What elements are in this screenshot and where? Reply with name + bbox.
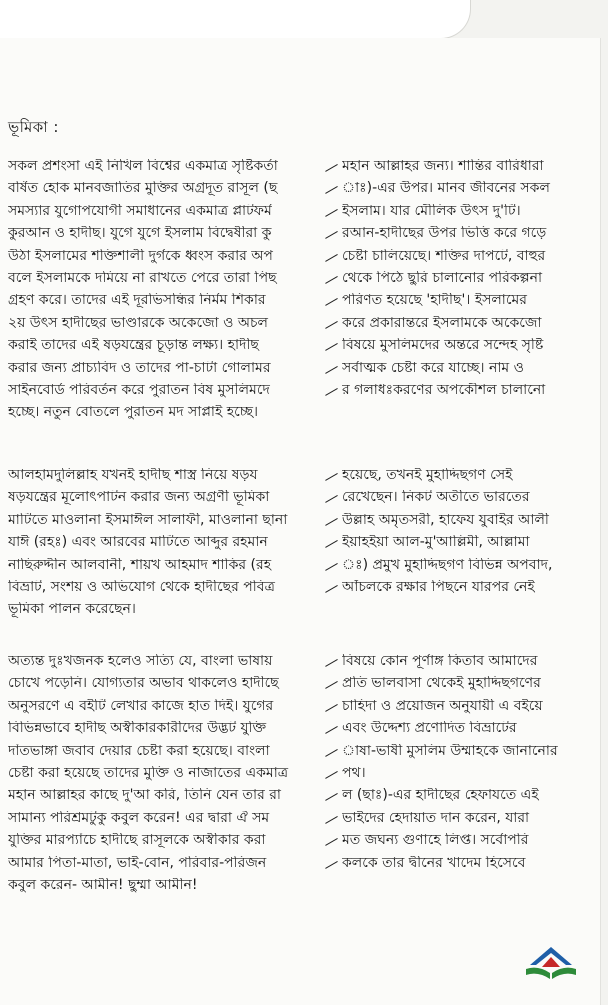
text-line-right: আঁচলকে রক্ষার পিছনে যারপর নেই [342,580,535,595]
text-line-left: চেষ্টা করা হয়েছে তাদের মুক্তি ও নাজাতের একমাত্র [8,766,289,781]
page-tab [0,0,471,39]
text-line-right: চাহিদা ও প্রয়োজন অনুযায়ী এ বইয়ে [342,698,543,714]
text-line-left: যুক্তির মারপ্যাঁচে হাদীছে রাসূলকে অস্বীকার করা [8,833,266,849]
text-line-left: অত্যন্ত দুঃখজনক হলেও সত্যি যে, বাংলা ভাষায় [8,654,273,669]
text-line-right: হয়েছে, তখনই মুহাদ্দিছগণ সেই [342,468,513,483]
text-line-left: হচ্ছে। নতুন বোতলে পুরাতন মদ সাপ্লাই হচ্ছে। [8,405,258,421]
text-line-right: বিষয়ে মুসলিমদের অন্তরে সন্দেহ সৃষ্টি [342,338,544,354]
text-line-right: রআন-হাদীছের উপর ভিত্তি করে গড়ে [342,226,547,242]
text-line-right: ইয়াহইয়া আল-মু'আল্লিমী, আল্লামা [342,535,530,551]
text-line-right: সর্বাত্মক চেষ্টা করে যাচ্ছে। নাম ও [342,360,524,376]
text-line-right: প্রতি ভালবাসা থেকেই মুহাদ্দিছগণের [342,676,541,692]
text-line-right: উল্লাহ অমৃতসরী, হাফেয যুবাইর আলী [342,512,549,528]
text-line-left: সকল প্রশংসা এই নিখিল বিশ্বের একমাত্র সৃষ্টিকর্তা [8,159,278,174]
text-line-left: কুরআন ও হাদীছ। যুগে যুগে ইসলাম বিদ্বেষীরা কু [8,226,272,242]
text-line-right: এবং উদ্দেশ্য প্রণোদিত বিভ্রাটের [342,721,517,737]
text-line-left: বলে ইসলামকে দমিয়ে না রাখতে পেরে তারা পিছ [8,271,277,286]
text-line-left: করার জন্য প্রাচ্যবিদ ও তাদের পা-চাটা গোলামর [8,360,271,376]
text-line-left: বিভ্রাট, সংশয় ও অভিযোগ থেকে হাদীছের পবিত্র [8,580,275,595]
text-line-left: বর্ষিত হোক মানবজাতির মুক্তির অগ্রদূত রাসূল (ছ [8,181,278,197]
publisher-logo [524,943,578,983]
text-line-right: চেষ্টা চালিয়েছে। শক্তির দাপটে, বাহুর [342,248,546,264]
text-line-left: ষড়যন্ত্রের মূলোৎপাটন করার জন্য অগ্রণী ভূমিকা [8,490,270,506]
text-line-right: থেকে পিঠে ছুরি চালানোর পরিকল্পনা [342,271,543,286]
section-heading: ভূমিকা : [8,118,59,136]
text-line-left: করাই তাদের এই ষড়যন্ত্রের চূড়ান্ত লক্ষ্য। হাদীছ [8,338,259,354]
text-line-left: অনুসরণে এ বইটি লেখার কাজে হাত দিই। যুগের [8,698,274,714]
text-line-right: ঃ) প্রমুখ মুহাদ্দিছগণ বিভিন্ন অপবাদ, [342,557,553,573]
text-line-left: দাঁতভাঙ্গা জবাব দেয়ার চেষ্টা করা হয়েছে। বাংলা [8,743,270,759]
text-line-left: চোখে পড়েনি। যোগ্যতার অভাব থাকলেও হাদীছে [8,676,279,692]
text-line-left: মহান আল্লাহর কাছে দু'আ করি, তিনি যেন তার রা [8,788,281,804]
text-line-left: উঠা ইসলামের শক্তিশালী দুর্গকে ধ্বংস করার অপ [8,248,273,264]
logo-inner [542,957,560,967]
text-line-right: মত জঘন্য গুণাহে লিপ্ত। সর্বোপরি [342,833,529,849]
text-line-left: সমস্যার যুগোপযোগী সমাধানের একমাত্র প্লাটফর্ম [8,203,272,219]
text-line-left: আমার পিতা-মাতা, ভাই-বোন, পরিবার-পরিজন [8,855,267,871]
text-line-left: নাছিরুদ্দীন আলবানী, শায়খ আহমাদ শাকির (রহ [8,557,272,573]
text-line-right: ভাইদের হেদায়াত দান করেন, যারা [342,810,530,826]
text-line-left: যাঈ (রহঃ) এবং আরবের মাটিতে আব্দুর রহমান [8,535,268,551]
text-line-right: বিষয়ে কোন পূর্ণাঙ্গ কিতাব আমাদের [342,654,538,669]
text-line-right: পথ। [342,766,366,781]
logo-book-right [552,968,576,979]
text-line-right: কলকে তার দ্বীনের খাদেম হিসেবে [342,855,526,871]
text-line-left: ২য় উৎস হাদীছের ভাণ্ডারকে অকেজো ও অচল [8,315,268,331]
text-line-left: বিভিন্নভাবে হাদীছ অস্বীকারকারীদের উদ্ভট যুক্তি [8,721,267,737]
text-line-right: াঃ)-এর উপর। মানব জীবনের সকল [342,181,550,197]
text-line-left: কবুল করেন- আমীন! ছুম্মা আমীন! [8,878,198,893]
text-line-left: মাটিতে মাওলানা ইসমাঈল সালাফী, মাওলানা ছানা [8,512,288,528]
text-line-left: ভূমিকা পালন করেছেন। [8,602,136,618]
text-line-left: সাইনবোর্ড পরিবর্তন করে পুরাতন বিষ মুসলিমদে [8,383,270,398]
logo-book-left [526,968,550,979]
text-line-right: করে প্রকারান্তরে ইসলামকে অকেজো [342,315,542,331]
text-line-right: ল (ছাঃ)-এর হাদীছের হেফাযতে এই [342,788,539,804]
text-line-right: াষা-ভাষী মুসলিম উম্মাহকে জানানোর [342,743,558,759]
text-line-right: পরিণত হয়েছে 'হাদীছ'। ইসলামের [342,293,527,309]
text-line-right: রেখেছেন। নিকট অতীতে ভারতের [342,490,530,506]
text-line-right: র গলাধঃকরণের অপকৌশল চালানো [342,383,546,398]
text-line-left: আলহামদুলিল্লাহ যখনই হাদীছ শাস্ত্র নিয়ে ষড়য [8,468,258,483]
text-line-left: গ্রহণ করে। তাদের এই দূরভিসন্ধির নির্মম শিকার [8,293,266,309]
text-line-right: মহান আল্লাহর জন্য। শান্তির বারিধারা [342,159,544,174]
text-line-left: সামান্য পরিশ্রমটুকু কবুল করেন! এর দ্বারা ঐ সম [8,810,270,826]
text-line-right: ইসলাম। যার মৌলিক উৎস দু'টি। [342,203,521,219]
